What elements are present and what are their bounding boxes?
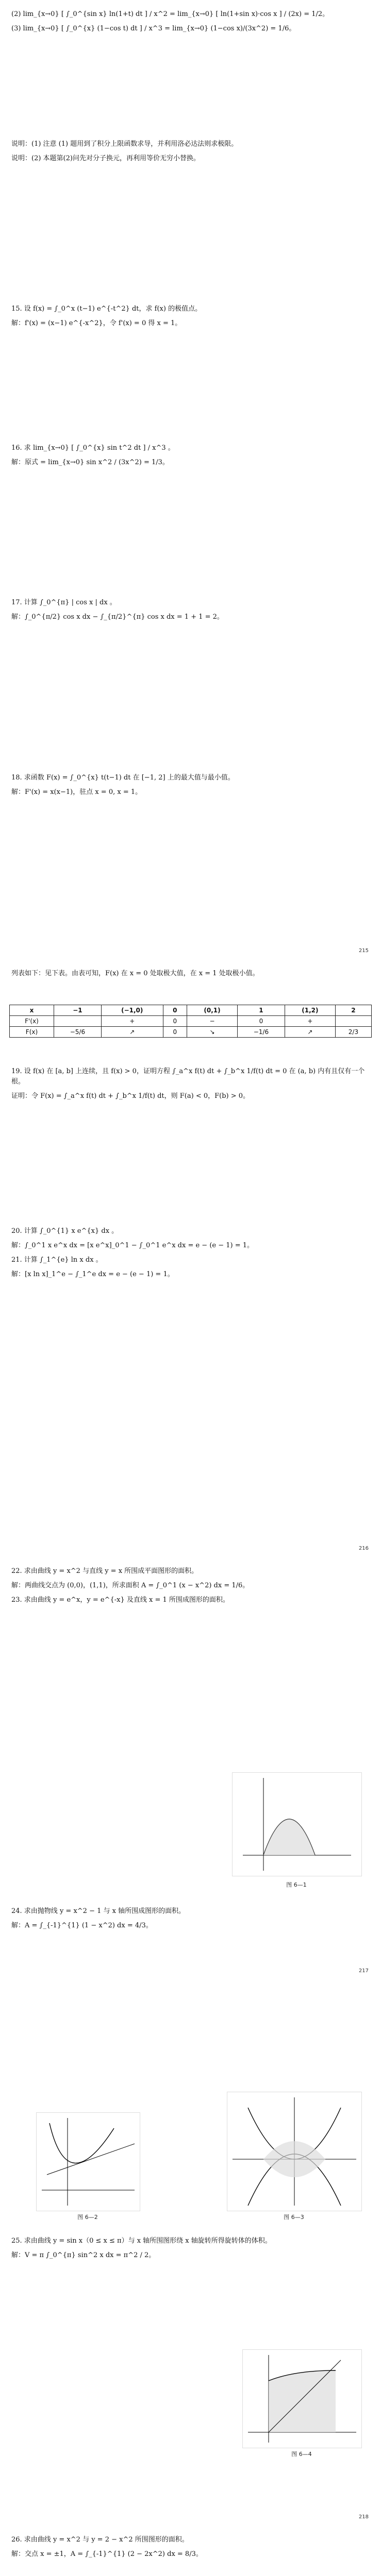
paragraph: 列表如下：见下表。由表可知，F(x) 在 x = 0 处取极大值，在 x = 1 处取极小值。 [11, 970, 259, 977]
figure-caption: 图 6—4 [291, 2451, 312, 2458]
paragraph: 21. 计算 ∫_1^{e} ln x dx 。 [11, 1256, 103, 1264]
table-row [10, 1027, 372, 1038]
paragraph: 证明：令 F(x) = ∫_a^x f(t) dt + ∫_b^x 1/f(t) dt，则 F(a) < 0，F(b) > 0。 [11, 1092, 250, 1100]
paragraph: 解：∫_0^{π/2} cos x dx − ∫_{π/2}^{π} cos x dx = 1 + 1 = 2。 [11, 613, 224, 621]
curve-plot [37, 2113, 140, 2211]
page-number: 218 [358, 2514, 369, 2520]
paragraph: 解：[x ln x]_1^e − ∫_1^e dx = e − (e − 1) = 1。 [11, 1270, 174, 1279]
paragraph: 解：两曲线交点为 (0,0)，(1,1)，所求面积 A = ∫_0^1 (x − x^2) dx = 1/6。 [11, 1582, 250, 1590]
paragraph: 解：A = ∫_{-1}^{1} (1 − x^2) dx = 4/3。 [11, 1922, 153, 1930]
figure-caption: 图 6—3 [284, 2214, 304, 2221]
page-number: 215 [358, 948, 369, 954]
paragraph: 17. 计算 ∫_0^{π} | cos x | dx 。 [11, 599, 117, 606]
table-cell: 0 [238, 1016, 285, 1027]
paragraph: 20. 计算 ∫_0^{1} x e^{x} dx 。 [11, 1227, 119, 1235]
paragraph: 解：原式 = lim_{x→0} sin x^2 / (3x^2) = 1/3。 [11, 459, 169, 467]
paragraph: 解：交点 x = ±1，A = ∫_{-1}^{1} (2 − 2x^2) dx = 8/3。 [11, 2550, 203, 2558]
paragraph: 解：V = π ∫_0^{π} sin^2 x dx = π^2 / 2。 [11, 2251, 156, 2260]
paragraph: 解：F'(x) = x(x−1)，驻点 x = 0, x = 1。 [11, 788, 142, 796]
table-cell [54, 1016, 101, 1027]
paragraph: 22. 求由曲线 y = x^2 与直线 y = x 所围成平面图形的面积。 [11, 1567, 198, 1575]
figure-caption: 图 6—1 [286, 1882, 307, 1888]
paragraph: 说明：(2) 本题第(2)问先对分子换元，再利用等价无穷小替换。 [11, 155, 200, 163]
table-header-cell: 1 [238, 1005, 285, 1016]
table-header-cell: 2 [335, 1005, 371, 1016]
table-cell: −1/6 [238, 1027, 285, 1038]
table-cell: 0 [163, 1016, 187, 1027]
paragraph: 26. 求由曲线 y = x^2 与 y = 2 − x^2 所围图形的面积。 [11, 2536, 189, 2544]
figure-6-3 [227, 2092, 362, 2211]
two-curve-plot [227, 2092, 361, 2211]
table-header-cell: 0 [163, 1005, 187, 1016]
section-10 [11, 1566, 370, 1609]
extrema-table [9, 1005, 372, 1038]
figure-caption: 图 6—2 [77, 2214, 98, 2221]
table-header-cell: −1 [54, 1005, 101, 1016]
table-header-cell: x [10, 1005, 54, 1016]
table-cell: + [285, 1016, 335, 1027]
table-cell [335, 1016, 371, 1027]
section-4 [11, 443, 370, 472]
figure-6-1 [232, 1772, 362, 1876]
parabola-plot [233, 1773, 361, 1876]
table-cell: −5/6 [54, 1027, 101, 1038]
paragraph: (2) lim_{x→0} [ ∫_0^{sin x} ln(1+t) dt ] / x^2 = lim_{x→0} [ ln(1+sin x)·cos x ] / (2x) = 1/2。 [11, 10, 329, 18]
table-cell: − [187, 1016, 237, 1027]
table-header-cell: (−1,0) [101, 1005, 163, 1016]
section-12 [11, 2236, 370, 2265]
section-7 [11, 969, 370, 983]
paragraph: 19. 设 f(x) 在 [a, b] 上连续，且 f(x) > 0，证明方程 ∫_a^x f(t) dt + ∫_b^x 1/f(t) dt = 0 在 (a, b) 内有且仅有一个根。 [11, 1067, 365, 1086]
section-13 [11, 2535, 370, 2564]
figure-6-4 [242, 2349, 362, 2448]
section-3 [11, 304, 370, 333]
page-number: 217 [358, 1968, 369, 1974]
section-1 [11, 9, 370, 38]
paragraph: 18. 求函数 F(x) = ∫_0^{x} t(t−1) dt 在 [−1, 2] 上的最大值与最小值。 [11, 774, 235, 782]
paragraph: 解：∫_0^1 x e^x dx = [x e^x]_0^1 − ∫_0^1 e^x dx = e − (e − 1) = 1。 [11, 1242, 254, 1250]
table-row [10, 1016, 372, 1027]
paragraph: 解：f'(x) = (x−1) e^{-x^2}，令 f'(x) = 0 得 x = 1。 [11, 319, 182, 328]
figure-6-2 [36, 2112, 140, 2211]
table-cell: + [101, 1016, 163, 1027]
paragraph: 15. 设 f(x) = ∫_0^x (t−1) e^{-t^2} dt，求 f(x) 的极值点。 [11, 305, 202, 313]
table-cell: 2/3 [335, 1027, 371, 1038]
section-11 [11, 1906, 370, 1935]
paragraph: 16. 求 lim_{x→0} [ ∫_0^{x} sin t^2 dt ] / x^3 。 [11, 444, 175, 452]
paragraph: (3) lim_{x→0} [ ∫_0^{x} (1−cos t) dt ] / x^3 = lim_{x→0} (1−cos x)/(3x^2) = 1/6。 [11, 25, 296, 33]
paragraph: 25. 求由曲线 y = sin x（0 ≤ x ≤ π）与 x 轴所围图形绕 x 轴旋转所得旋转体的体积。 [11, 2237, 272, 2245]
section-2 [11, 139, 370, 168]
table-header-row [10, 1005, 372, 1016]
table-cell: ↘ [187, 1027, 237, 1038]
paragraph: 说明：(1) 注意 (1) 题用到了积分上限函数求导，并利用洛必达法则求极限。 [11, 140, 238, 148]
section-6 [11, 773, 370, 802]
table [9, 1005, 372, 1038]
table-cell: F(x) [10, 1027, 54, 1038]
section-8 [11, 1066, 370, 1106]
table-header-cell: (0,1) [187, 1005, 237, 1016]
table-cell: ↗ [101, 1027, 163, 1038]
section-5 [11, 598, 370, 626]
paragraph: 23. 求由曲线 y = e^x，y = e^{-x} 及直线 x = 1 所围成图形的面积。 [11, 1596, 229, 1604]
area-plot [243, 2350, 361, 2448]
section-9 [11, 1226, 370, 1284]
table-cell: ↗ [285, 1027, 335, 1038]
paragraph: 24. 求由抛物线 y = x^2 − 1 与 x 轴所围成图形的面积。 [11, 1907, 186, 1915]
table-cell: F'(x) [10, 1016, 54, 1027]
page-number: 216 [358, 1546, 369, 1551]
table-header-cell: (1,2) [285, 1005, 335, 1016]
table-cell: 0 [163, 1027, 187, 1038]
